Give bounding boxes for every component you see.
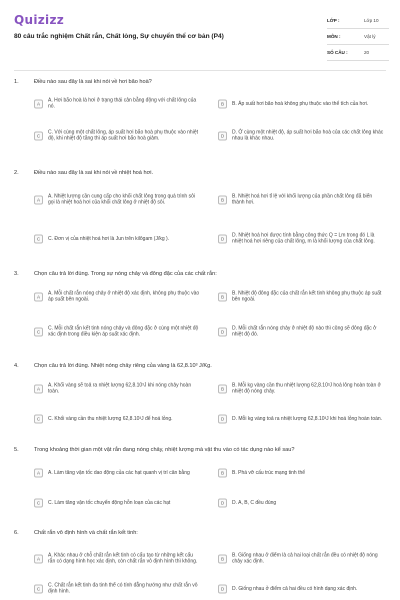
worksheet-meta <box>327 13 389 61</box>
option-letter-badge: D <box>218 499 227 508</box>
option-c[interactable] <box>34 121 202 151</box>
option-letter-badge: B <box>218 293 227 302</box>
option-text: B. Giống nhau ở điểm là cả hai loại chất rắn đều có nhiệt độ nóng chảy xác định. <box>232 552 378 565</box>
option-text: A. Nhiệt lượng cần cung cấp cho khối chất lỏng trong quá trình sôi gọi là nhiệt hoá hơi của khối chất lỏng ở nhiệt độ sôi. <box>48 193 195 206</box>
question-text: Chọn câu trả lời đúng. Nhiệt nóng chảy riêng của vàng là 62,8.10³ J/Kg. <box>34 363 212 369</box>
option-text: A. Khác nhau ở chỗ chất rắn kết tinh có cấu tạo từ những kết cấu rắn có dạng hình học xác định, còn chất rắn vô định hình thì không. <box>48 552 198 565</box>
option-a[interactable] <box>34 461 202 485</box>
option-text: D. Ở cùng một nhiệt độ, áp suất hơi bão hoà của các chất lỏng khác nhau là khác nhau. <box>232 129 384 142</box>
question-3 <box>0 271 400 355</box>
option-d[interactable] <box>218 317 386 347</box>
meta-value: 20 <box>364 50 370 55</box>
meta-value: Lớp 10 <box>364 18 379 23</box>
option-d[interactable] <box>218 580 386 598</box>
option-text: B. Phá vỡ cấu trúc mạng tinh thể <box>232 469 306 476</box>
question-6 <box>0 530 400 600</box>
question-text: Chất rắn vô định hình và chất rắn kết tinh: <box>34 530 138 536</box>
question-2 <box>0 170 400 262</box>
header-divider <box>14 70 386 71</box>
option-a[interactable] <box>34 377 202 401</box>
option-letter-badge: A <box>34 196 43 205</box>
option-c[interactable] <box>34 224 202 254</box>
option-letter-badge: C <box>34 415 43 424</box>
question-1 <box>0 79 400 163</box>
question-number: 2. <box>14 170 19 176</box>
option-text: B. Nhiệt độ đông đặc của chất rắn kết tinh không phụ thuộc áp suất bên ngoài. <box>232 290 382 303</box>
option-d[interactable] <box>218 121 386 151</box>
quizizz-logo[interactable]: Quizizz <box>14 13 65 27</box>
meta-row-subject <box>327 29 389 45</box>
meta-row-class <box>327 13 389 29</box>
question-number: 3. <box>14 271 19 277</box>
option-text: D. A, B, C đều đúng <box>232 499 277 506</box>
option-text: D. Mỗi chất rắn nóng chảy ở nhiệt độ nào thì cũng sẽ đông đặc ở nhiệt độ đó. <box>232 325 377 338</box>
option-letter-badge: D <box>218 415 227 424</box>
question-5 <box>0 447 400 521</box>
option-c[interactable] <box>34 580 202 598</box>
option-letter-badge: D <box>218 235 227 244</box>
question-number: 4. <box>14 363 19 369</box>
option-text: D. Nhiệt hoá hơi được tính bằng công thức Q = Lm trong đó L là nhiệt hoá hơi riêng của chất lỏng, m là khối lượng của chất lỏng. <box>232 232 375 245</box>
option-text: D. Giống nhau ở điểm cả hai đều có hình dạng xác định. <box>232 585 358 592</box>
option-letter-badge: D <box>218 328 227 337</box>
option-letter-badge: A <box>34 100 43 109</box>
option-text: C. Với cùng một chất lỏng, áp suất hơi bão hoà phụ thuộc vào nhiệt độ, khi nhiệt độ tăng thì áp suất hơi bão hoà giảm. <box>48 129 198 142</box>
option-a[interactable] <box>34 93 202 115</box>
option-letter-badge: D <box>218 585 227 594</box>
option-c[interactable] <box>34 407 202 431</box>
option-letter-badge: C <box>34 132 43 141</box>
question-number: 5. <box>14 447 19 453</box>
option-text: A. Mỗi chất rắn nóng chảy ở nhiệt độ xác định, không phụ thuộc vào áp suất bên ngoài. <box>48 290 200 303</box>
option-b[interactable] <box>218 93 386 115</box>
option-text: C. Chất rắn kết tinh đa tinh thể có tính đẳng hướng như chất rắn vô định hình. <box>48 582 198 595</box>
option-letter-badge: C <box>34 328 43 337</box>
option-text: B. Áp suất hơi bão hoà không phụ thuộc vào thể tích của hơi. <box>232 100 369 107</box>
option-text: A. Làm tăng vận tốc dao động của các hạt quanh vị trí cân bằng <box>48 469 190 476</box>
option-letter-badge: B <box>218 469 227 478</box>
option-letter-badge: A <box>34 555 43 564</box>
worksheet-title: 80 câu trắc nghiệm Chất rắn, Chất lỏng, Sự chuyển thể cơ bản (P4) <box>14 33 224 40</box>
option-letter-badge: A <box>34 385 43 394</box>
question-text: Điều nào sau đây là sai khi nói về hơi bão hoà? <box>34 79 152 85</box>
question-number: 6. <box>14 530 19 536</box>
question-text: Điều nào sau đây là sai khi nói về nhiệt hoá hơi. <box>34 170 154 176</box>
meta-label: SỐ CÂU : <box>327 50 348 55</box>
question-text: Chọn câu trả lời đúng. Trong sự nóng chảy và đông đặc của các chất rắn: <box>34 271 217 277</box>
option-letter-badge: B <box>218 100 227 109</box>
option-letter-badge: C <box>34 585 43 594</box>
option-text: B. Nhiệt hoá hơi tỉ lệ với khối lượng của phần chất lỏng đã biến thành hơi. <box>232 193 373 206</box>
option-letter-badge: B <box>218 385 227 394</box>
option-text: A. Khối vàng sẽ toả ra nhiệt lượng 62,8.10³J khi nóng chảy hoàn toàn. <box>48 382 192 395</box>
option-b[interactable] <box>218 184 386 216</box>
option-a[interactable] <box>34 184 202 216</box>
option-letter-badge: B <box>218 555 227 564</box>
option-text: C. Đơn vị của nhiệt hoá hơi là Jun trên kilôgam (J/kg ). <box>48 235 170 242</box>
meta-label: LỚP : <box>327 18 340 23</box>
option-text: B. Mỗi kg vàng cần thu nhiệt lượng 62,8.10³J hoá lỏng hoàn toàn ở nhiệt độ nóng chảy. <box>232 382 381 395</box>
question-number: 1. <box>14 79 19 85</box>
option-d[interactable] <box>218 491 386 515</box>
option-b[interactable] <box>218 285 386 309</box>
option-text: C. Mỗi chất rắn kết tinh nóng chảy và đông đặc ở cùng một nhiệt độ xác định trong điều kiện áp suất xác định. <box>48 325 199 338</box>
option-b[interactable] <box>218 461 386 485</box>
option-text: A. Hơi bão hoà là hơi ở trạng thái cân bằng động với chất lỏng của nó. <box>48 97 197 110</box>
option-a[interactable] <box>34 544 202 574</box>
option-letter-badge: D <box>218 132 227 141</box>
option-d[interactable] <box>218 224 386 254</box>
option-text: D. Mỗi kg vàng toả ra nhiệt lượng 62,8.10³J khi hoá lỏng hoàn toàn. <box>232 415 383 422</box>
option-text: C. Làm tăng vận tốc chuyển động hỗn loạn của các hạt <box>48 499 171 506</box>
option-letter-badge: A <box>34 293 43 302</box>
option-text: C. Khối vàng cần thu nhiệt lượng 62,8.10³J để hoá lỏng. <box>48 415 173 422</box>
meta-label: MÔN : <box>327 34 341 39</box>
option-c[interactable] <box>34 491 202 515</box>
option-a[interactable] <box>34 285 202 309</box>
meta-value: Vật lý <box>364 34 376 39</box>
question-4 <box>0 363 400 439</box>
option-letter-badge: A <box>34 469 43 478</box>
option-b[interactable] <box>218 544 386 574</box>
option-letter-badge: B <box>218 196 227 205</box>
option-letter-badge: C <box>34 235 43 244</box>
worksheet-header <box>0 0 400 66</box>
meta-row-count <box>327 45 389 61</box>
option-letter-badge: C <box>34 499 43 508</box>
option-b[interactable] <box>218 377 386 401</box>
option-d[interactable] <box>218 407 386 431</box>
question-text: Trong khoảng thời gian một vật rắn đang nóng chảy, nhiệt lượng mà vật thu vào có tác dụng nào kể sau? <box>34 447 295 453</box>
option-c[interactable] <box>34 317 202 347</box>
